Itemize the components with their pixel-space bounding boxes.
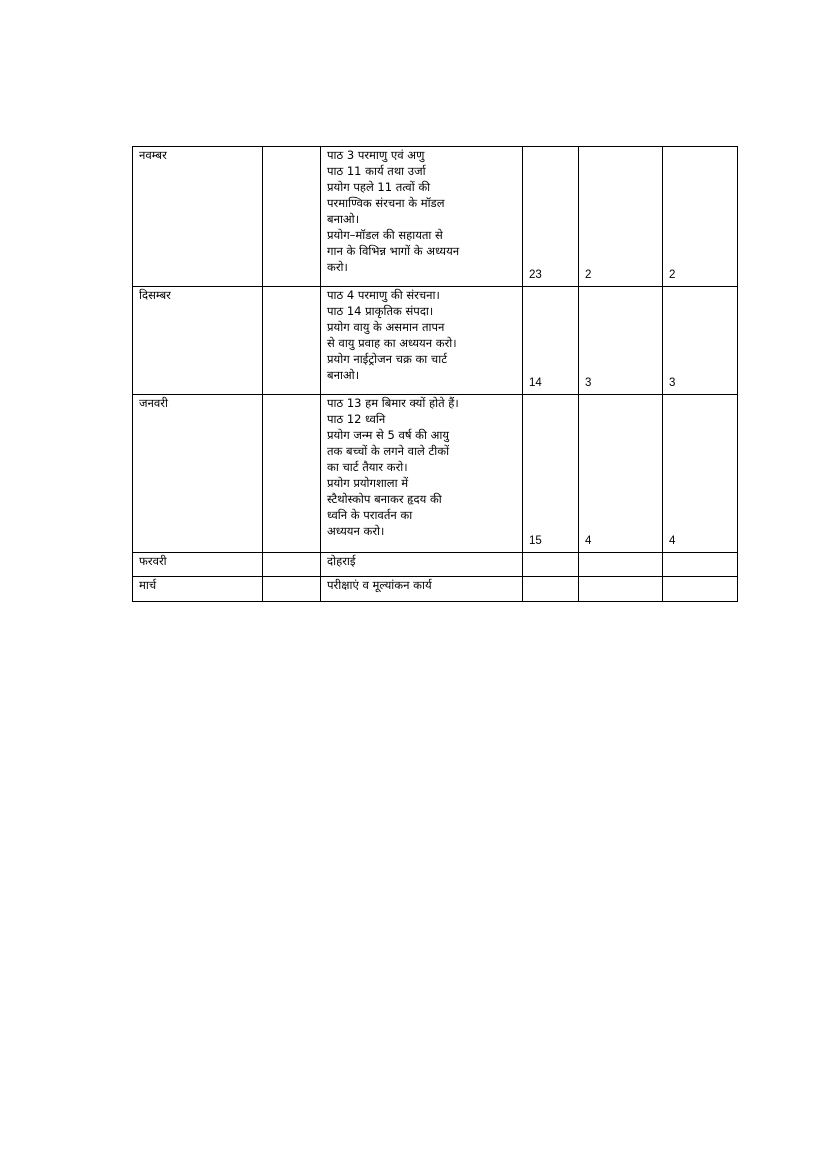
number-cell: 14 bbox=[523, 287, 579, 395]
content-line: परमाण्विक संरचना के मॉडल bbox=[327, 196, 445, 210]
content-line: पाठ 13 हम बिमार क्यों होते हैं। bbox=[327, 396, 459, 410]
number-cell bbox=[579, 553, 663, 577]
number-cell bbox=[523, 577, 579, 602]
content-line: तक बच्चों के लगने वाले टीकों bbox=[327, 444, 450, 458]
content-cell bbox=[321, 287, 523, 395]
content-line: प्रयोग–मॉडल की सहायता से bbox=[327, 228, 443, 242]
content-cell bbox=[321, 553, 523, 577]
month-cell: मार्च bbox=[133, 577, 263, 602]
blank-cell bbox=[263, 553, 321, 577]
number-cell: 4 bbox=[663, 395, 738, 553]
month-cell: फरवरी bbox=[133, 553, 263, 577]
table-row-march bbox=[133, 577, 738, 602]
content-line: प्रयोग प्रयोगशाला में bbox=[327, 476, 409, 490]
content-line: करो। bbox=[327, 260, 348, 274]
number-cell: 3 bbox=[579, 287, 663, 395]
content-line: प्रयोग जन्म से 5 वर्ष की आयु bbox=[327, 428, 450, 442]
content-line: अध्ययन करो। bbox=[327, 524, 385, 538]
content-line: से वायु प्रवाह का अध्ययन करो। bbox=[327, 336, 457, 350]
content-line: पाठ 11 कार्य तथा उर्जा bbox=[327, 164, 426, 178]
number-cell: 2 bbox=[579, 147, 663, 287]
content-line: पाठ 14 प्राकृतिक संपदा। bbox=[327, 304, 434, 318]
content-line: बनाओ। bbox=[327, 212, 360, 226]
number-cell bbox=[663, 553, 738, 577]
table-row-november bbox=[133, 147, 738, 287]
number-cell bbox=[663, 577, 738, 602]
content-line: पाठ 3 परमाणु एवं अणु bbox=[327, 148, 425, 162]
content-line: पाठ 4 परमाणु की संरचना। bbox=[327, 288, 440, 302]
content-cell bbox=[321, 577, 523, 602]
blank-cell bbox=[263, 577, 321, 602]
table-row-february bbox=[133, 553, 738, 577]
table-row-january bbox=[133, 395, 738, 553]
blank-cell bbox=[263, 287, 321, 395]
content-line: ध्वनि के परावर्तन का bbox=[327, 508, 413, 522]
month-cell: नवम्बर bbox=[133, 147, 263, 287]
content-line: गान के विभिन्न भागों के अध्ययन bbox=[327, 244, 460, 258]
content-cell bbox=[321, 395, 523, 553]
content-line: प्रयोग नाईट्रोजन चक्र का चार्ट bbox=[327, 352, 448, 366]
blank-cell bbox=[263, 147, 321, 287]
content-line: पाठ 12 ध्वनि bbox=[327, 412, 386, 426]
number-cell: 23 bbox=[523, 147, 579, 287]
number-cell: 3 bbox=[663, 287, 738, 395]
month-cell: दिसम्बर bbox=[133, 287, 263, 395]
content-line: दोहराई bbox=[327, 554, 356, 568]
content-line: प्रयोग पहले 11 तत्वों की bbox=[327, 180, 431, 194]
content-line: बनाओ। bbox=[327, 368, 360, 382]
content-line: परीक्षाएं व मूल्यांकन कार्य bbox=[327, 578, 432, 592]
syllabus-table bbox=[132, 146, 738, 602]
content-cell bbox=[321, 147, 523, 287]
number-cell: 4 bbox=[579, 395, 663, 553]
number-cell bbox=[579, 577, 663, 602]
number-cell: 2 bbox=[663, 147, 738, 287]
number-cell: 15 bbox=[523, 395, 579, 553]
blank-cell bbox=[263, 395, 321, 553]
content-line: स्टैथोस्कोप बनाकर हृदय की bbox=[327, 492, 442, 506]
content-line: का चार्ट तैयार करो। bbox=[327, 460, 408, 474]
content-line: प्रयोग वायु के असमान तापन bbox=[327, 320, 445, 334]
table-row-december bbox=[133, 287, 738, 395]
number-cell bbox=[523, 553, 579, 577]
month-cell: जनवरी bbox=[133, 395, 263, 553]
